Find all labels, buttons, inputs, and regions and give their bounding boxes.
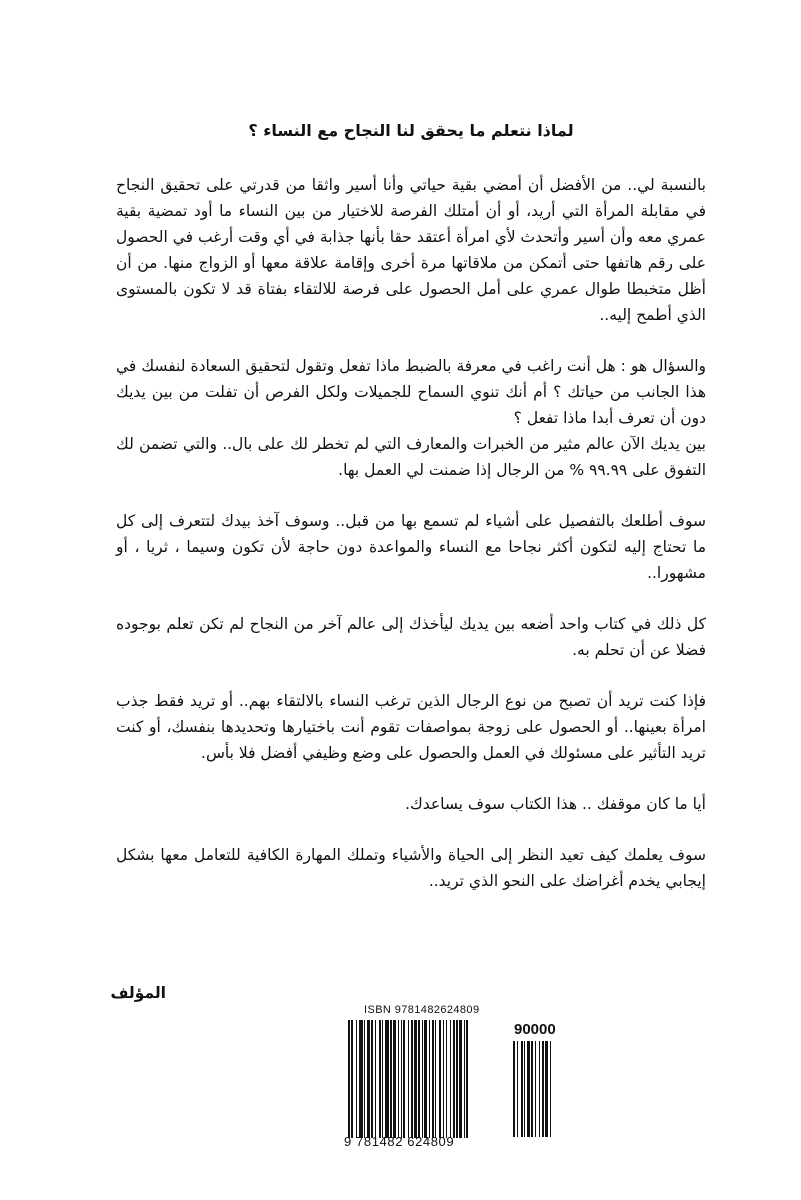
barcode-bars-main xyxy=(348,1020,510,1138)
isbn-barcode xyxy=(338,1003,590,1153)
cover-text xyxy=(116,118,706,919)
paragraph-7: أيا ما كان موقفك .. هذا الكتاب سوف يساعدك. xyxy=(405,795,706,813)
paragraph-5: كل ذلك في كتاب واحد أضعه بين يديك ليأخذك إلى عالم آخر من النجاح لم تكن تعلم بوجوده فضلا عن أن تحلم به. xyxy=(116,615,706,659)
isbn-label: ISBN 9781482624809 xyxy=(364,1004,480,1016)
ean-digits: 9 781482 624809 xyxy=(344,1134,455,1149)
paragraph-8: سوف يعلمك كيف تعيد النظر إلى الحياة والأشياء وتملك المهارة الكافية للتعامل معها بشكل إيجابي يخدم أغراضك على النحو الذي تريد.. xyxy=(116,846,706,890)
paragraph-6: فإذا كنت تريد أن تصبح من نوع الرجال الذين ترغب النساء بالالتقاء بهم.. أو تريد فقط جذب امرأة بعينها.. أو الحصول على زوجة بمواصفات تقوم أنت باختيارها وتحديدها بنفسك، أو كنت تريد التأثير على مسئولك في العمل والحصول على وضع وظيفي أفضل فلا بأس. xyxy=(116,692,706,762)
paragraph-3: بين يديك الآن عالم مثير من الخبرات والمعارف التي لم تخطر لك على بال.. والتي تضمن لك التفوق على ٩٩.٩٩ % من الرجال إذا ضمنت لي العمل بها. xyxy=(116,435,706,479)
paragraph-1: بالنسبة لي.. من الأفضل أن أمضي بقية حياتي وأنا أسير واثقا من قدرتي على تحقيق النجاح في مقابلة المرأة التي أريد، أو أن أمتلك الفرصة للاختيار من بين النساء ما أود تمضية بقية عمري معه وأن أسير وأتحدث لأي امرأة أعتقد حقا بأنها جذابة في أي وقت أرغب في الحصول على رقم هاتفها حتى أتمكن من ملاقاتها مرة أخرى وإقامة علاقة معها أو الزواج منها. من أن أظل متخبطا طوال عمري على أمل الحصول على فرصة للالتقاء بفتاة قد لا تكون بالمستوى الذي أطمح إليه.. xyxy=(116,176,706,324)
paragraph-4: سوف أطلعك بالتفصيل على أشياء لم تسمع بها من قبل.. وسوف آخذ بيدك لتتعرف إلى كل ما تحتاج إليه لتكون أكثر نجاحا مع النساء والمواعدة دون حاجة لأن تكون وسيما ، ثريا ، أو مشهورا.. xyxy=(116,512,706,582)
author-label: المؤلف xyxy=(110,984,166,1002)
price-code: 90000 xyxy=(514,1021,556,1038)
barcode-bars-addon xyxy=(513,1041,579,1137)
paragraph-2: والسؤال هو : هل أنت راغب في معرفة بالضبط ماذا تفعل وتقول لتحقيق السعادة لنفسك في هذا الجانب من حياتك ؟ أم أنك تنوي السماح للجميلات ولكل الفرص أن تفلت من بين يديك دون أن تعرف أبدا ماذا تفعل ؟ xyxy=(116,357,706,427)
page-title: لماذا نتعلم ما يحقق لنا النجاح مع النساء ؟ xyxy=(248,121,574,140)
